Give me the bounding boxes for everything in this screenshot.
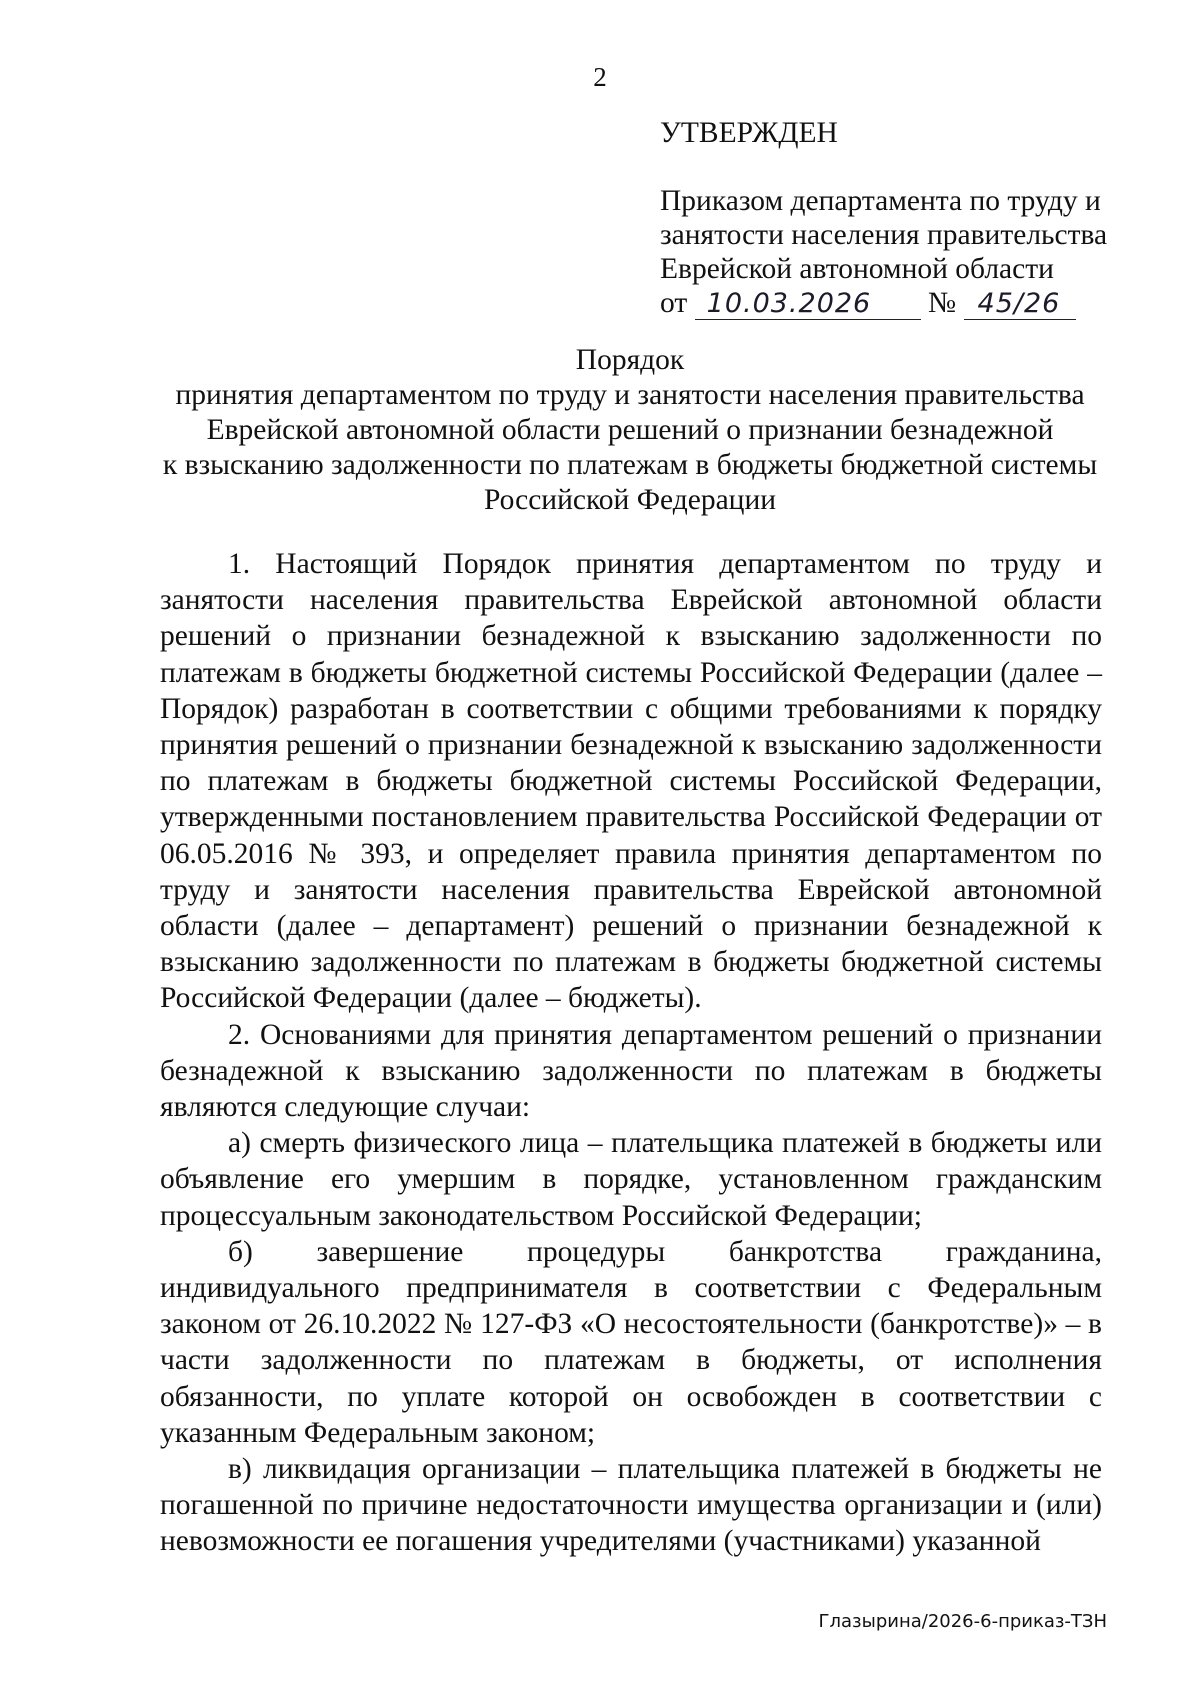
approval-line-2: занятости населения правительства (660, 219, 1108, 251)
paragraph-2b: б) завершение процедуры банкротства гражданина, индивидуального предпринимателя в соответствии с Федеральным законом от 26.10.2022 № 127-ФЗ «О несостоятельности (банкротстве)» – в части задолженности по платежам в бюджеты, от исполнения обязанности, по уплате которой он освобожден в соответствии с указанным Федеральным законом; (160, 1235, 1102, 1449)
handwritten-date: 10.03.2026 (695, 289, 921, 320)
paragraph-2a: а) смерть физического лица – плательщика платежей в бюджеты или объявление его умершим в порядке, установленном гражданским процессуальным законодательством Российской Федерации; (160, 1127, 1102, 1232)
date-label: от (660, 287, 688, 319)
approval-block (660, 116, 1130, 320)
number-label: № (928, 287, 957, 319)
title-line-2: Еврейской автономной области решений о признании безнадежной (206, 414, 1054, 446)
title-heading: Порядок (575, 344, 685, 376)
document-body (160, 546, 1102, 1560)
title-line-4: Российской Федерации (483, 484, 777, 516)
document-title (150, 343, 1110, 518)
paragraph-1: 1. Настоящий Порядок принятия департаментом по труду и занятости населения правительства Еврейской автономной области решений о признании безнадежной к взысканию задолженности по платежам в бюджеты бюджетной системы Российской Федерации (далее – Порядок) разработан в соответствии с общими требованиями к порядку принятия решений о признании безнадежной к взысканию задолженности по платежам в бюджеты бюджетной системы Российской Федерации, утвержденными постановлением правительства Российской Федерации от 06.05.2016 № 393, и определяет правила принятия департаментом по труду и занятости населения правительства Еврейской автономной области (далее – департамент) решений о признании безнадежной к взысканию задолженности по платежам в бюджеты бюджетной системы Российской Федерации (далее – бюджеты). (160, 548, 1102, 1015)
handwritten-number: 45/26 (964, 289, 1076, 320)
approval-line-1: Приказом департамента по труду и (660, 185, 1101, 217)
approval-line-3: Еврейской автономной области (660, 253, 1054, 285)
title-line-3: к взысканию задолженности по платежам в бюджеты бюджетной системы (162, 449, 1098, 481)
title-line-1: принятия департаментом по труду и занятости населения правительства (175, 379, 1085, 411)
paragraph-2v: в) ликвидация организации – плательщика платежей в бюджеты не погашенной по причине недостаточности имущества организации и (или) невозможности ее погашения учредителями (участниками) указанной (160, 1453, 1102, 1558)
page-number: 2 (593, 62, 607, 92)
paragraph-2: 2. Основаниями для принятия департаментом решений о признании безнадежной к взысканию задолженности по платежам в бюджеты являются следующие случаи: (160, 1018, 1102, 1124)
approval-date-number-line (660, 286, 1130, 320)
footer-document-code: Глазырина/2026-6-приказ-ТЗН (818, 1611, 1107, 1632)
approval-heading: УТВЕРЖДЕН (660, 117, 838, 149)
